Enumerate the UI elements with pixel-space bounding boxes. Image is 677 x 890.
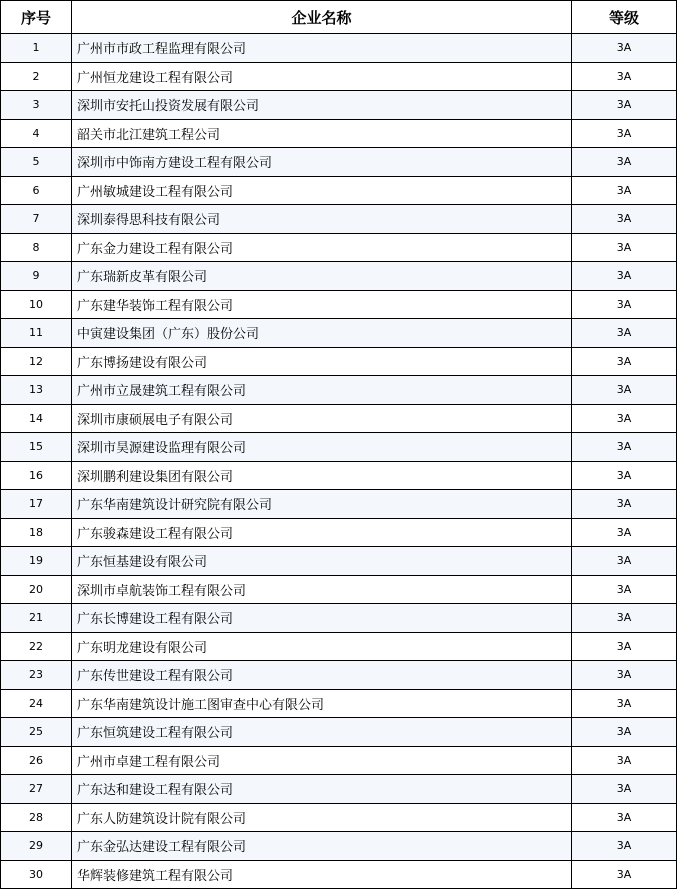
- grade-value: 3A: [572, 347, 677, 376]
- table-row: [1, 176, 677, 205]
- row-number: 1: [1, 34, 72, 63]
- row-number: 27: [1, 775, 72, 804]
- header-name: 企业名称: [72, 1, 572, 34]
- table-row: [1, 518, 677, 547]
- company-name: 深圳鹏利建设集团有限公司: [72, 461, 572, 490]
- row-number: 9: [1, 262, 72, 291]
- grade-value: 3A: [572, 547, 677, 576]
- row-number: 30: [1, 860, 72, 889]
- table-row: [1, 832, 677, 861]
- company-name: 广东金力建设工程有限公司: [72, 233, 572, 262]
- company-name: 广东金弘达建设工程有限公司: [72, 832, 572, 861]
- table-row: [1, 433, 677, 462]
- row-number: 20: [1, 575, 72, 604]
- grade-value: 3A: [572, 490, 677, 519]
- company-name: 中寅建设集团（广东）股份公司: [72, 319, 572, 348]
- table-row: [1, 604, 677, 633]
- grade-value: 3A: [572, 689, 677, 718]
- table-row: [1, 632, 677, 661]
- header-row: [1, 1, 677, 34]
- table-row: [1, 718, 677, 747]
- company-name: 深圳市安托山投资发展有限公司: [72, 91, 572, 120]
- company-name: 广东人防建筑设计院有限公司: [72, 803, 572, 832]
- row-number: 11: [1, 319, 72, 348]
- company-name: 广东博扬建设有限公司: [72, 347, 572, 376]
- grade-value: 3A: [572, 860, 677, 889]
- company-name: 广东瑞新皮革有限公司: [72, 262, 572, 291]
- row-number: 28: [1, 803, 72, 832]
- company-name: 广东骏森建设工程有限公司: [72, 518, 572, 547]
- table-row: [1, 62, 677, 91]
- row-number: 15: [1, 433, 72, 462]
- row-number: 4: [1, 119, 72, 148]
- table-header: [1, 1, 677, 34]
- row-number: 17: [1, 490, 72, 519]
- table-row: [1, 233, 677, 262]
- grade-value: 3A: [572, 461, 677, 490]
- grade-value: 3A: [572, 376, 677, 405]
- row-number: 3: [1, 91, 72, 120]
- company-name: 广东恒基建设有限公司: [72, 547, 572, 576]
- company-name: 深圳泰得思科技有限公司: [72, 205, 572, 234]
- grade-value: 3A: [572, 661, 677, 690]
- table-row: [1, 148, 677, 177]
- grade-value: 3A: [572, 319, 677, 348]
- grade-value: 3A: [572, 404, 677, 433]
- table-row: [1, 490, 677, 519]
- row-number: 18: [1, 518, 72, 547]
- company-name: 韶关市北江建筑工程公司: [72, 119, 572, 148]
- row-number: 16: [1, 461, 72, 490]
- table-row: [1, 290, 677, 319]
- row-number: 22: [1, 632, 72, 661]
- row-number: 12: [1, 347, 72, 376]
- table-row: [1, 803, 677, 832]
- header-grade: 等级: [572, 1, 677, 34]
- grade-value: 3A: [572, 632, 677, 661]
- table-row: [1, 775, 677, 804]
- grade-value: 3A: [572, 233, 677, 262]
- row-number: 19: [1, 547, 72, 576]
- row-number: 24: [1, 689, 72, 718]
- grade-value: 3A: [572, 775, 677, 804]
- grade-value: 3A: [572, 176, 677, 205]
- header-no: 序号: [1, 1, 72, 34]
- company-name: 广东建华装饰工程有限公司: [72, 290, 572, 319]
- table-row: [1, 404, 677, 433]
- company-name: 广州市卓建工程有限公司: [72, 746, 572, 775]
- company-name: 广州敏城建设工程有限公司: [72, 176, 572, 205]
- company-name: 华辉装修建筑工程有限公司: [72, 860, 572, 889]
- table-body: [1, 34, 677, 889]
- grade-value: 3A: [572, 262, 677, 291]
- row-number: 8: [1, 233, 72, 262]
- company-name: 深圳市卓航装饰工程有限公司: [72, 575, 572, 604]
- row-number: 23: [1, 661, 72, 690]
- table-row: [1, 376, 677, 405]
- company-name: 广东华南建筑设计研究院有限公司: [72, 490, 572, 519]
- row-number: 26: [1, 746, 72, 775]
- grade-value: 3A: [572, 290, 677, 319]
- table-row: [1, 860, 677, 889]
- table-row: [1, 461, 677, 490]
- grade-value: 3A: [572, 148, 677, 177]
- table-row: [1, 746, 677, 775]
- company-name: 广东传世建设工程有限公司: [72, 661, 572, 690]
- row-number: 5: [1, 148, 72, 177]
- table-row: [1, 119, 677, 148]
- table-row: [1, 262, 677, 291]
- grade-value: 3A: [572, 119, 677, 148]
- row-number: 29: [1, 832, 72, 861]
- grade-value: 3A: [572, 832, 677, 861]
- grade-value: 3A: [572, 604, 677, 633]
- table-row: [1, 205, 677, 234]
- grade-value: 3A: [572, 746, 677, 775]
- table-row: [1, 347, 677, 376]
- table-row: [1, 547, 677, 576]
- table-row: [1, 575, 677, 604]
- grade-value: 3A: [572, 575, 677, 604]
- row-number: 14: [1, 404, 72, 433]
- grade-value: 3A: [572, 205, 677, 234]
- company-name: 广东长博建设工程有限公司: [72, 604, 572, 633]
- row-number: 21: [1, 604, 72, 633]
- grade-value: 3A: [572, 518, 677, 547]
- row-number: 2: [1, 62, 72, 91]
- table-row: [1, 319, 677, 348]
- company-name: 广东恒筑建设工程有限公司: [72, 718, 572, 747]
- row-number: 6: [1, 176, 72, 205]
- grade-value: 3A: [572, 34, 677, 63]
- grade-value: 3A: [572, 718, 677, 747]
- company-name: 广州恒龙建设工程有限公司: [72, 62, 572, 91]
- table-row: [1, 34, 677, 63]
- grade-value: 3A: [572, 62, 677, 91]
- grade-value: 3A: [572, 433, 677, 462]
- grade-value: 3A: [572, 803, 677, 832]
- table-row: [1, 661, 677, 690]
- grade-value: 3A: [572, 91, 677, 120]
- company-name: 深圳市中饰南方建设工程有限公司: [72, 148, 572, 177]
- table-row: [1, 91, 677, 120]
- company-name: 广东华南建筑设计施工图审查中心有限公司: [72, 689, 572, 718]
- company-name: 广东达和建设工程有限公司: [72, 775, 572, 804]
- row-number: 25: [1, 718, 72, 747]
- company-name: 广州市立晟建筑工程有限公司: [72, 376, 572, 405]
- company-name: 广州市市政工程监理有限公司: [72, 34, 572, 63]
- company-name: 深圳市康硕展电子有限公司: [72, 404, 572, 433]
- row-number: 7: [1, 205, 72, 234]
- row-number: 13: [1, 376, 72, 405]
- company-name: 广东明龙建设有限公司: [72, 632, 572, 661]
- company-name: 深圳市昊源建设监理有限公司: [72, 433, 572, 462]
- table-row: [1, 689, 677, 718]
- row-number: 10: [1, 290, 72, 319]
